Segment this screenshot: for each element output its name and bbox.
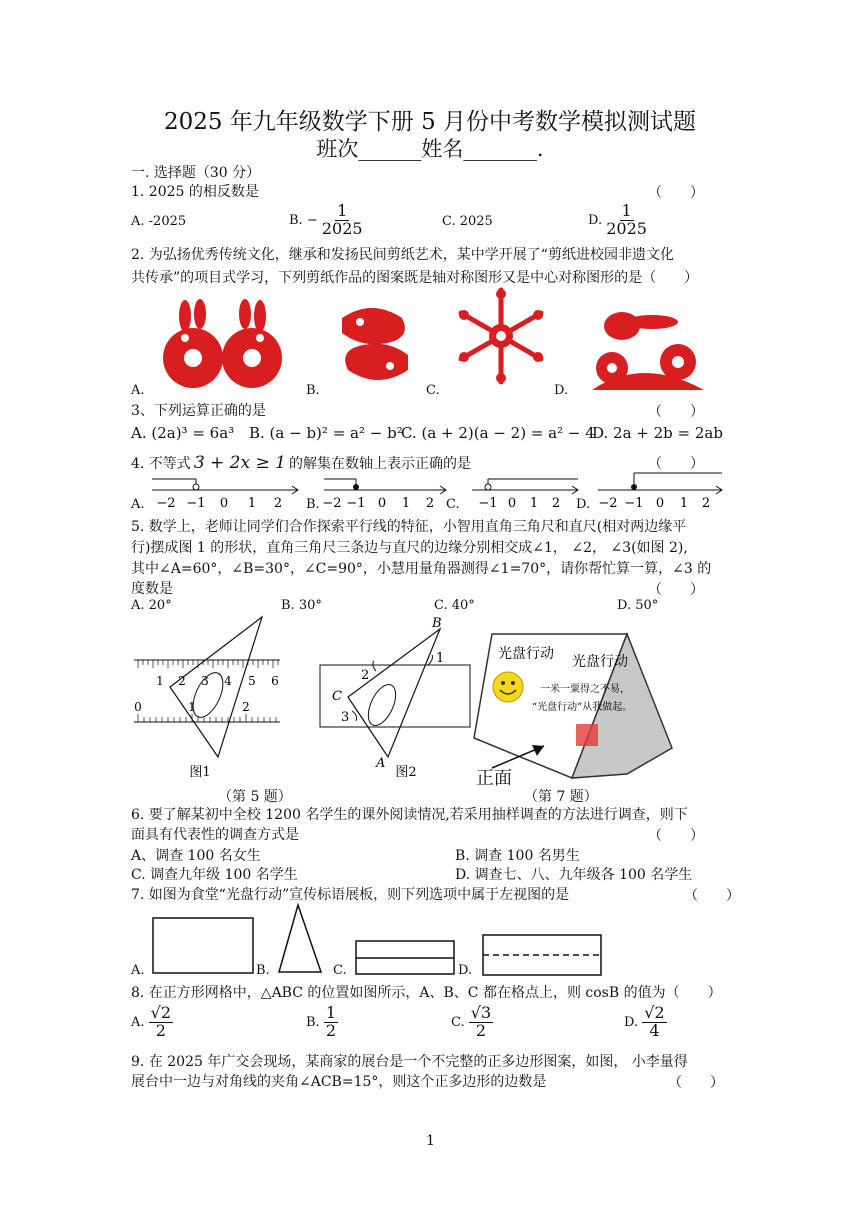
front-label: 正面	[476, 768, 512, 789]
number-line-b	[322, 473, 448, 513]
tick-label: 2	[701, 496, 711, 511]
tick-label: −2	[156, 496, 176, 511]
board-slogan-2: “光盘行动”从我做起。	[532, 702, 633, 713]
q5-paren: （ ）	[648, 582, 704, 598]
q2-option-b: B.	[306, 383, 320, 398]
q9-paren: （ ）	[668, 1075, 724, 1091]
q6-option-b: B. 调查 100 名男生	[455, 848, 580, 864]
figure-1-label: 图1	[189, 765, 211, 780]
q6-option-a: A、调查 100 名女生	[131, 848, 261, 864]
q7-option-d-shape	[480, 932, 604, 978]
section-heading: 一. 选择题（30 分）	[131, 165, 261, 181]
tick-label: −1	[186, 496, 206, 511]
q4-paren: （ ）	[648, 456, 704, 472]
q5-line2: 行)摆成图 1 的形状，直角三角尺三条边与直尺的边缘分别相交成∠1， ∠2， ∠3(如图 2),	[131, 540, 688, 556]
q1-option-c: C. 2025	[442, 214, 493, 229]
number-line-a	[150, 473, 300, 513]
q4-option-a: A.	[131, 497, 145, 512]
number-line-c	[470, 473, 580, 513]
vertex-label: C	[332, 689, 342, 704]
page-number: 1	[426, 1133, 435, 1149]
tick-label: −2	[322, 496, 342, 511]
tick-label: 0	[655, 496, 665, 511]
ruler-number: 4	[224, 674, 232, 688]
q9-line1: 9. 在 2025 年广交会现场，某商家的展台是一个不完整的正多边形图案，如图， 小李量得	[131, 1054, 688, 1070]
tick-label: 1	[529, 496, 539, 511]
q2-option-c: C.	[426, 383, 440, 398]
q6-option-c: C. 调查九年级 100 名学生	[131, 867, 298, 883]
vertex-label: A	[376, 756, 386, 771]
q7-paren: （ ）	[684, 888, 740, 904]
q5-option-d: D. 50°	[617, 598, 659, 613]
q4-option-b: B.	[306, 497, 320, 512]
number-line-d	[596, 473, 724, 513]
q1-stem: 1. 2025 的相反数是	[131, 184, 259, 200]
board-title-1: 光盘行动	[498, 646, 554, 662]
q2-option-d: D.	[554, 383, 569, 398]
tick-label: 0	[377, 496, 387, 511]
q4-option-c: C.	[446, 497, 460, 512]
figure-2-ruler-triangle	[316, 615, 476, 785]
q2-option-a: A.	[131, 383, 145, 398]
q6-option-d: D. 调查七、八、九年级各 100 名学生	[455, 867, 693, 883]
papercut-snowflake	[452, 286, 550, 386]
q7-option-b-shape	[276, 902, 326, 976]
tick-label: 1	[247, 496, 257, 511]
papercut-fish	[332, 298, 418, 390]
q2-line2: 共传承”的项目式学习，下列剪纸作品的图案既是轴对称图形又是中心对称图形的是（ ）	[131, 270, 699, 286]
vertex-label: B	[432, 616, 442, 631]
q3-option-c: C. (a + 2)(a − 2) = a² − 4	[401, 424, 595, 442]
ruler-number: 5	[248, 674, 256, 688]
q5-option-c: C. 40°	[434, 598, 475, 613]
q3-option-a: A. (2a)³ = 6a³	[131, 424, 235, 442]
angle-label: 2	[361, 668, 370, 683]
q5-line3: 其中∠A=60°，∠B=30°，∠C=90°，小慧用量角器测得∠1=70°，请你帮忙算一算，∠3 的	[131, 561, 712, 577]
board-slogan-1: 一米一粟得之不易，	[540, 684, 630, 695]
tick-label: 2	[425, 496, 435, 511]
q5-option-b: B. 30°	[281, 598, 322, 613]
caption-q5: （第 5 题）	[218, 789, 292, 805]
class-name-line: 班次______姓名_______.	[316, 137, 544, 161]
tick-label: 1	[401, 496, 411, 511]
q8-option-a: A. $\frac{√2}{2}$	[131, 1003, 172, 1040]
ruler-number: 1	[156, 674, 164, 688]
q9-line2: 展台中一边与对角线的夹角∠ACB=15°，则这个正多边形的边数是	[131, 1074, 547, 1090]
ruler-number: 3	[201, 674, 209, 688]
ruler-number: 6	[271, 674, 279, 688]
tick-label: −1	[478, 496, 498, 511]
figure-1-ruler-triangle	[130, 615, 290, 785]
exam-title: 2025 年九年级数学下册 5 月份中考数学模拟测试题	[163, 109, 697, 135]
ruler-number: 2	[178, 674, 186, 688]
angle-label: 1	[436, 651, 445, 666]
q7-option-d: D.	[458, 963, 473, 978]
q3-stem: 3、下列运算正确的是	[131, 403, 266, 419]
ruler-number: 0	[134, 700, 142, 714]
tick-label: 0	[219, 496, 229, 511]
q5-option-a: A. 20°	[131, 598, 172, 613]
tick-label: −2	[598, 496, 618, 511]
q7-option-a-shape	[150, 915, 256, 977]
caption-q7: （第 7 题）	[524, 789, 598, 805]
angle-label: 3	[341, 710, 350, 725]
q6-line1: 6. 要了解某初中全校 1200 名学生的课外阅读情况,若采用抽样调查的方法进行调查，则下	[131, 807, 688, 823]
q6-line2: 面具有代表性的调查方式是	[131, 827, 299, 843]
q7-option-b: B.	[256, 963, 270, 978]
q1-option-d: D. $\frac{1}{2025}$	[588, 201, 647, 238]
board-title-2: 光盘行动	[572, 654, 628, 670]
q8-stem: 8. 在正方形网格中，△ABC 的位置如图所示，A、B、C 都在格点上，则 cosB 的值为（ ）	[131, 985, 722, 1001]
papercut-rabbits	[155, 300, 290, 392]
q7-stem: 7. 如图为食堂“光盘行动”宣传标语展板，则下列选项中属于左视图的是	[131, 887, 570, 903]
tick-label: −1	[346, 496, 366, 511]
ruler-number: 2	[242, 700, 250, 714]
q7-option-c: C.	[333, 963, 347, 978]
q5-line4: 度数是	[131, 581, 173, 597]
tick-label: −1	[624, 496, 644, 511]
q3-paren: （ ）	[648, 404, 704, 420]
q3-option-b: B. (a − b)² = a² − b²	[249, 424, 403, 442]
tick-label: 0	[507, 496, 517, 511]
q7-option-a: A.	[131, 963, 145, 978]
q7-option-c-shape	[353, 938, 457, 978]
tick-label: 2	[551, 496, 561, 511]
q5-line1: 5. 数学上，老师让同学们合作探索平行线的特征，小智用直角三角尺和直尺(相对两边缘平	[131, 519, 687, 535]
q6-paren: （ ）	[648, 828, 704, 844]
q8-option-d: D. $\frac{√2}{4}$	[624, 1003, 665, 1040]
q4-stem: 4. 不等式 3 + 2x ≥ 1 的解集在数轴上表示正确的是	[131, 453, 471, 473]
papercut-dragonfly-flower	[582, 296, 710, 392]
ruler-number: 1	[188, 700, 196, 714]
q8-option-c: C. $\frac{√3}{2}$	[451, 1003, 492, 1040]
q8-option-b: B. $\frac{1}{2}$	[306, 1003, 337, 1040]
q1-option-b: B. − $\frac{1}{2025}$	[289, 201, 363, 238]
q3-option-d: D. 2a + 2b = 2ab	[592, 424, 723, 442]
q1-paren: （ ）	[648, 185, 704, 201]
q4-option-d: D.	[576, 497, 591, 512]
tick-label: 1	[679, 496, 689, 511]
q2-line1: 2. 为弘扬优秀传统文化，继承和发扬民间剪纸艺术，某中学开展了“剪纸进校园非遗文化	[131, 247, 674, 263]
figure-2-label: 图2	[395, 765, 417, 780]
q1-option-a: A. -2025	[131, 214, 187, 229]
tick-label: 2	[273, 496, 283, 511]
